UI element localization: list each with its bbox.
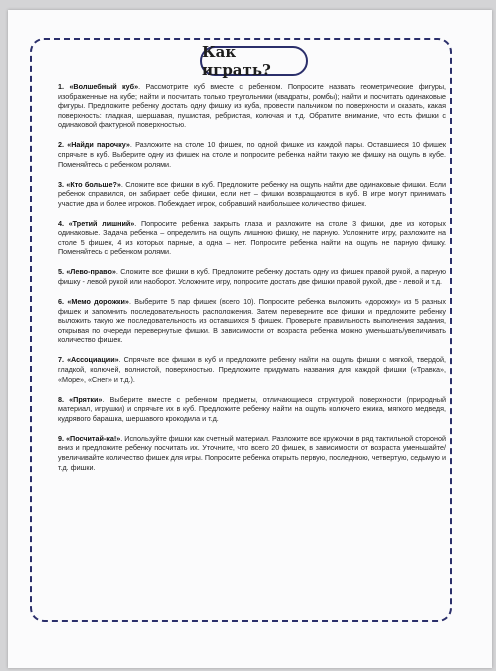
item-number: 4. [58,218,64,228]
game-name: «Посчитай-ка!» [66,433,121,443]
game-description: . Выберите вместе с ребенком предметы, отличающиеся структурой поверхности (природный материал, игрушки) и спрячьте их в куб. Предложите ребенку найти на ощупь колючего ежика, мягкого медведя, кудрявого барашка, шершавого крокодила и т.д. [58,394,446,423]
list-item-7 [58,355,446,384]
game-name: «Кто больше?» [66,179,121,189]
item-number: 7. [58,355,64,365]
list-item-1 [58,82,446,130]
item-number: 5. [58,267,64,277]
list-item-4 [58,219,446,257]
list-item-8 [58,395,446,424]
item-number: 2. [58,140,64,150]
game-description: . Разложите на столе 10 фишек, по одной фишке из каждой пары. Оставшиеся 10 фишек спрячьте в куб. Выберите одну из фишек на столе и попросите ребенка найти такую же фишку на ощупь в кубе. Поменяйтесь с ребенком ролями. [58,140,446,169]
item-number: 1. [58,82,64,91]
game-description: . Выберите 5 пар фишек (всего 10). Попросите ребенка выложить «дорожку» из 5 разных фишек и запомнить последовательность расположения. Затем переверните все фишки и предложите ребенку выложить такую же последовательность из оставшихся 5 фишек. Проверьте правильность выполнения задания, открывая по очереди перевернутые фишки. В зависимости от возраста ребенка можно уменьшать/увеличивать количество фишек. [58,297,446,345]
game-description: . Используйте фишки как счетный материал. Разложите все кружочки в ряд тактильной стороной вниз и предложите ребенку посчитать их. Уточните, что всего 20 фишек, в зависимости от возраста уменьшайте/увеличивайте количество фишек для игры. Попросите ребенка открыть первую, последнюю, четвертую, седьмую и т.д. фишки. [58,433,447,472]
page-title: Как играть? [200,46,308,76]
list-item-9 [58,434,446,472]
game-name: «Ассоциации» [67,355,119,365]
item-number: 3. [58,179,64,189]
game-description: . Спрячьте все фишки в куб и предложите ребенку найти на ощупь фишки с мягкой, твердой, гладкой, колючей, волнистой, поверхностью. Предложите придумать названия для каждой фишки («Травка», «Море», «Снег» и т.д.). [58,355,446,384]
item-number: 6. [58,297,64,307]
list-item-2 [58,140,446,169]
item-number: 9. [58,433,64,443]
instructions-list [58,82,446,483]
game-name: «Третий лишний» [68,218,135,228]
game-description: . Сложите все фишки в куб. Предложите ребенку достать одну из фишек правой рукой, а парную фишку - левой рукой или наоборот. Усложните игру, попросите достать две фишки правой рукой, две - левой и т.д. [58,267,446,287]
game-description: . Попросите ребенка закрыть глаза и разложите на столе 3 фишки, две из которых одинаковые. Задача ребенка – определить на ощупь лишнюю фишку, не парную. Усложните игру, разложите на столе 5 фишек, 4 из которых парные, а одна – нет. Попросите ребенка найти на ощупь не парную фишку. Поменяйтесь с ребенком ролями. [58,218,446,257]
game-name: «Мемо дорожки» [67,297,129,307]
game-name: «Лево-право» [66,267,116,277]
game-name: «Найди парочку» [67,140,130,150]
list-item-6 [58,297,446,345]
game-name: «Прятки» [69,394,103,404]
list-item-5 [58,267,446,286]
game-name: «Волшебный куб» [69,82,139,91]
item-number: 8. [58,394,64,404]
game-description: . Сложите все фишки в куб. Предложите ребенку на ощупь найти две одинаковые фишки. Если ребенок справился, он забирает себе фишки, если нет – фишки возвращаются в куб. В игре могут принимать участие два и более игроков. Побеждает игрок, собравший наибольшее количество фишек. [58,179,446,208]
list-item-3 [58,180,446,209]
game-description: . Рассмотрите куб вместе с ребенком. Попросите назвать геометрические фигуры, изображенные на кубе; найти и посчитать только треугольники (квадраты, ромбы); найти и посчитать одинаковые фигуры. Предложите ребенку достать одну фишку из куба, провести пальчиком по поверхности и сказать, какая поверхность: гладкая, шершавая, пушистая, ребристая, колючая и т.д. Обратите внимание, что есть фишки с одинаковой фактурной поверхностью. [58,82,446,130]
